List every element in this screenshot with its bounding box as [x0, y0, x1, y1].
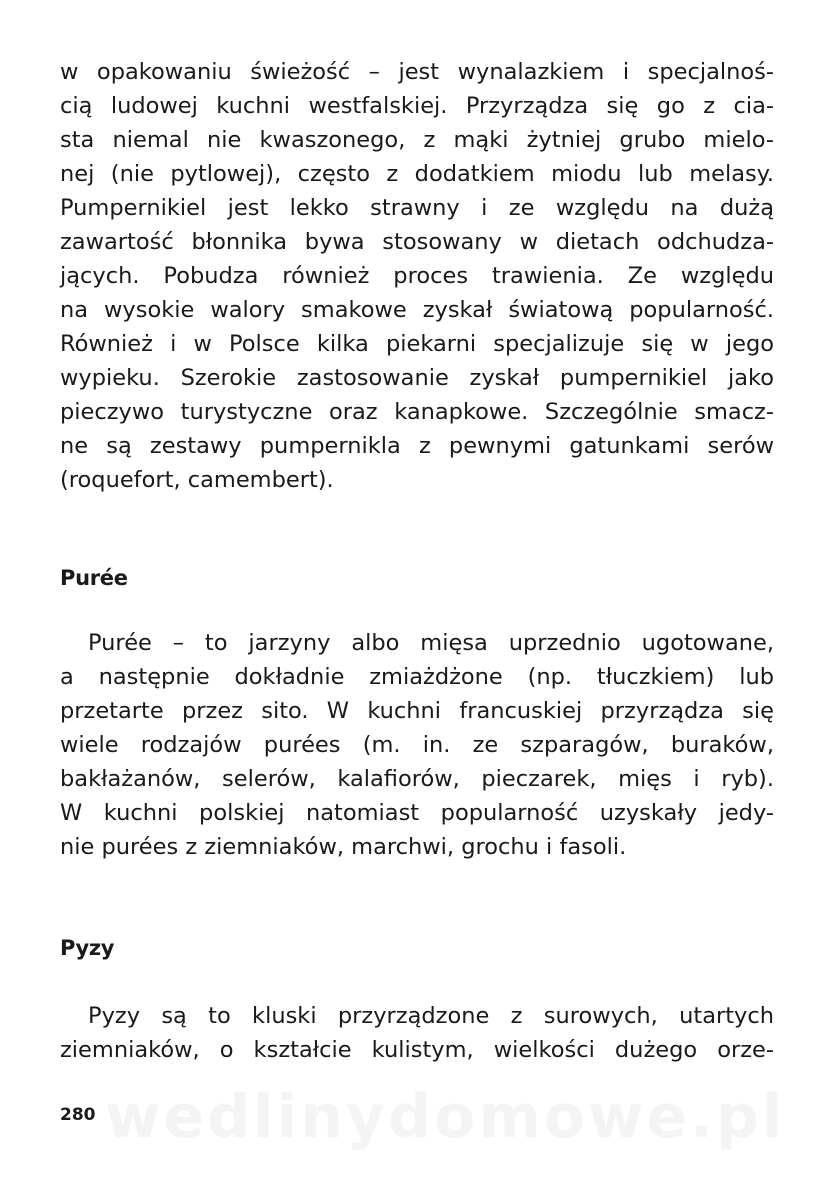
text-line: Purée – to jarzyny albo mięsa uprzednio ugotowane,	[88, 630, 774, 656]
text-line: a następnie dokładnie zmiażdżone (np. tłuczkiem) lub	[60, 664, 774, 690]
text-line: sta niemal nie kwaszonego, z mąki żytniej grubo mielo-	[60, 127, 774, 153]
text-line: przetarte przez sito. W kuchni francuskiej przyrządza się	[60, 698, 774, 724]
text-line: na wysokie walory smakowe zyskał światową popularność.	[60, 297, 774, 323]
text-line: wypieku. Szerokie zastosowanie zyskał pumpernikiel jako	[60, 365, 774, 391]
text-line: zawartość błonnika bywa stosowany w dietach odchudza-	[60, 229, 774, 255]
text-line: Pyzy są to kluski przyrządzone z surowych, utartych	[88, 1003, 774, 1029]
text-line: Pumpernikiel jest lekko strawny i ze względu na dużą	[60, 195, 774, 221]
paragraph-puree	[60, 626, 774, 864]
watermark: wedlinydomowe.pl	[105, 1082, 786, 1152]
text-line: ziemniaków, o kształcie kulistym, wielkości dużego orze-	[60, 1037, 774, 1063]
text-line: W kuchni polskiej natomiast popularność uzyskały jedy-	[60, 800, 774, 826]
text-line: ne są zestawy pumpernikla z pewnymi gatunkami serów	[60, 433, 774, 459]
paragraph-pumpernikiel	[60, 55, 774, 497]
text-line: Również i w Polsce kilka piekarni specjalizuje się w jego	[60, 331, 774, 357]
paragraph-pyzy	[60, 999, 774, 1067]
text-line: w opakowaniu świeżość – jest wynalazkiem i specjalnoś-	[60, 59, 774, 85]
heading-pyzy: Pyzy	[60, 936, 115, 960]
text-line: jących. Pobudza również proces trawienia. Ze względu	[60, 263, 774, 289]
text-line: wiele rodzajów purées (m. in. ze szparagów, buraków,	[60, 732, 774, 758]
page-number: 280	[60, 1105, 96, 1125]
heading-puree: Purée	[60, 566, 128, 590]
text-line: pieczywo turystyczne oraz kanapkowe. Szczególnie smacz-	[60, 399, 774, 425]
text-line: nie purées z ziemniaków, marchwi, grochu i fasoli.	[60, 834, 627, 860]
text-line: bakłażanów, selerów, kalafiorów, pieczarek, mięs i ryb).	[60, 766, 774, 792]
text-line: cią ludowej kuchni westfalskiej. Przyrządza się go z cia-	[60, 93, 774, 119]
text-line: nej (nie pytlowej), często z dodatkiem miodu lub melasy.	[60, 161, 774, 187]
text-line: (roquefort, camembert).	[60, 467, 334, 493]
